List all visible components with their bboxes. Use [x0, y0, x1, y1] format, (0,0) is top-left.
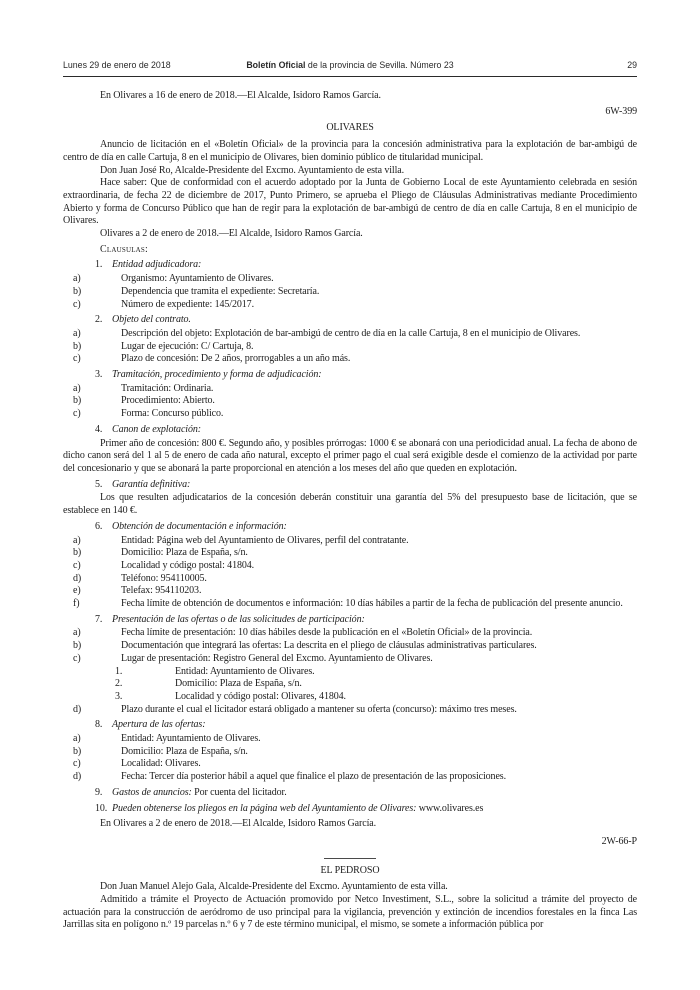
- clause-number: 6.: [95, 520, 103, 532]
- section-title-olivares: OLIVARES: [326, 122, 374, 134]
- clause-item: [63, 273, 637, 286]
- clause-title: Presentación de las ofertas o de las solicitudes de participación:: [112, 613, 365, 625]
- item-text: Plazo durante el cual el licitador estará obligado a mantener su oferta (concurso): máximo tres meses.: [121, 703, 517, 715]
- clause-title: Entidad adjudicadora:: [112, 259, 202, 271]
- item-text: Fecha: Tercer día posterior hábil a aquel que finalice el plazo de presentación de las proposiciones.: [121, 771, 506, 783]
- subitem-text: Domicilio: Plaza de España, s/n.: [175, 678, 302, 690]
- clause-item: [63, 286, 637, 299]
- clause-subitem: [63, 678, 637, 691]
- item-label: a): [73, 327, 81, 339]
- clauses-label: Clausulas:: [100, 243, 149, 255]
- clause-item: [63, 395, 637, 408]
- section-title-pedroso: EL PEDROSO: [320, 864, 380, 876]
- item-text: Telefax: 954110203.: [121, 585, 202, 597]
- item-label: b): [73, 745, 82, 757]
- item-text: Plazo de concesión: De 2 años, prorrogables a un año más.: [121, 353, 351, 365]
- clause-number: 7.: [95, 613, 103, 625]
- item-label: b): [73, 640, 82, 652]
- item-label: b): [73, 340, 82, 352]
- item-text: Procedimiento: Abierto.: [121, 395, 215, 407]
- clause-heading: [63, 521, 637, 534]
- clause-title: Apertura de las ofertas:: [112, 719, 206, 731]
- clause-heading: [63, 719, 637, 732]
- clause-inline-text: Por cuenta del licitador.: [191, 786, 287, 798]
- header-bulletin-title: [220, 60, 481, 70]
- clause-number: 5.: [95, 478, 103, 490]
- clause-item: [63, 627, 637, 640]
- section-divider: [324, 858, 376, 859]
- clause-item: [63, 547, 637, 560]
- clause-subitem: [63, 666, 637, 679]
- bulletin-subtitle: de la provincia de Sevilla. Número 23: [305, 60, 454, 70]
- clause-item: [63, 733, 637, 746]
- clause-title: Pueden obtenerse los pliegos en la página web del Ayuntamiento de Olivares:: [112, 802, 417, 814]
- item-text: Documentación que integrará las ofertas: La descrita en el pliego de cláusulas administrativas particulares.: [121, 640, 537, 652]
- item-text: Domicilio: Plaza de España, s/n.: [121, 547, 248, 559]
- item-text: Fecha límite de presentación: 10 días hábiles desde la publicación en el «Boletín Oficial» de la provincia.: [121, 627, 533, 639]
- clause-paragraph: Los que resulten adjudicatarios de la concesión deberán constituir una garantía del 5% del presupuesto base de licitación, que se establece en 140 €.: [63, 492, 637, 517]
- subitem-label: 1.: [115, 665, 123, 677]
- pedroso-paragraph: Admitido a trámite el Proyecto de Actuación promovido por Netco Investiment, S.L., sobre la solicitud a trámite del proyecto de actuación para la construcción de aeródromo de uso principal para la vigilancia, prevención y extinción de incendios forestales en la finca Las Jarrillas sita en polígono n.º 19 parcelas n.º 6 y 7 de este término municipal, el mismo, se somete a información pública por: [63, 894, 637, 931]
- clause-heading: [63, 614, 637, 627]
- item-text: Teléfono: 954110005.: [121, 572, 207, 584]
- clause-number: 2.: [95, 314, 103, 326]
- subitem-text: Entidad: Ayuntamiento de Olivares.: [175, 665, 315, 677]
- clause-number: 3.: [95, 369, 103, 381]
- clause-heading: [63, 479, 637, 492]
- olivares-date-line: Olivares a 2 de enero de 2018.—El Alcalde, Isidoro Ramos García.: [100, 228, 363, 240]
- item-label: a): [73, 273, 81, 285]
- clauses-list: [63, 259, 637, 815]
- item-label: d): [73, 771, 82, 783]
- item-label: a): [73, 382, 81, 394]
- item-text: Localidad y código postal: 41804.: [121, 559, 255, 571]
- clause-item: [63, 746, 637, 759]
- item-text: Número de expediente: 145/2017.: [121, 298, 254, 310]
- item-label: c): [73, 559, 81, 571]
- clause-item: [63, 653, 637, 666]
- item-label: a): [73, 627, 81, 639]
- item-label: d): [73, 703, 82, 715]
- item-text: Lugar de ejecución: C/ Cartuja, 8.: [121, 340, 254, 352]
- clause-item: [63, 328, 637, 341]
- item-text: Localidad: Olivares.: [121, 758, 201, 770]
- clause-subitem: [63, 691, 637, 704]
- clause-heading: [63, 259, 637, 272]
- clause-item: [63, 598, 637, 611]
- clause-item: [63, 299, 637, 312]
- item-text: Entidad: Ayuntamiento de Olivares.: [121, 733, 261, 745]
- item-label: c): [73, 353, 81, 365]
- olivares-hace-saber-paragraph: Hace saber: Que de conformidad con el acuerdo adoptado por la Junta de Gobierno Local de este Ayuntamiento celebrada en sesión extraordinaria, de fecha 22 de diciembre de 2017, Punto Primero, se aprueba el Pliego de Cláusulas Administrativas mediante Procedimiento Abierto y forma de Concurso Público que han de regir para la explotación de bar-ambigú de centro de día en calle Cartuja, 8 en el municipio de Olivares.: [63, 177, 637, 227]
- clause-paragraph: Primer año de concesión: 800 €. Segundo año, y posibles prórrogas: 1000 € se abonará con una periodicidad anual. La fecha de abono de dicho canon será del 1 al 5 de enero de cada año natural, excepto el primer pago el cual será exigible desde el comienzo de la actividad por parte del concesionario y que se abonará la parte proporcional en atención a los meses del año que queden en explotación.: [63, 437, 637, 474]
- clause-item: [63, 704, 637, 717]
- item-label: c): [73, 408, 81, 420]
- item-text: Domicilio: Plaza de España, s/n.: [121, 745, 248, 757]
- item-label: a): [73, 534, 81, 546]
- item-label: b): [73, 285, 82, 297]
- olivares-closing-signature: En Olivares a 2 de enero de 2018.—El Alcalde, Isidoro Ramos García.: [100, 818, 376, 830]
- clause-title: Canon de explotación:: [112, 423, 201, 435]
- clause-item: [63, 758, 637, 771]
- clause-item: [63, 353, 637, 366]
- item-label: a): [73, 733, 81, 745]
- item-label: c): [73, 298, 81, 310]
- clause-item: [63, 560, 637, 573]
- item-label: b): [73, 395, 82, 407]
- clause-heading: [63, 424, 637, 437]
- subitem-text: Localidad y código postal: Olivares, 41804.: [175, 690, 346, 702]
- clause-item: [63, 535, 637, 548]
- clause-heading: [63, 787, 637, 800]
- reference-code-2: 2W-66-P: [601, 835, 637, 847]
- clause-number: 1.: [95, 259, 103, 271]
- header-page-number: 29: [627, 60, 637, 70]
- clause-title: Gastos de anuncios:: [112, 786, 192, 798]
- clause-heading: [63, 314, 637, 327]
- item-text: Tramitación: Ordinaria.: [121, 382, 214, 394]
- item-text: Organismo: Ayuntamiento de Olivares.: [121, 273, 274, 285]
- item-text: Dependencia que tramita el expediente: Secretaría.: [121, 285, 320, 297]
- item-text: Forma: Concurso público.: [121, 408, 224, 420]
- subitem-label: 2.: [115, 678, 123, 690]
- item-text: Entidad: Página web del Ayuntamiento de Olivares, perfil del contratante.: [121, 534, 409, 546]
- item-text: Descripción del objeto: Explotación de bar-ambigú de centro de día en la calle Cartuja, 8 en el municipio de Olivares.: [121, 327, 581, 339]
- bulletin-name: Boletín Oficial: [246, 60, 306, 70]
- clause-number: 10.: [95, 802, 108, 814]
- header-date: Lunes 29 de enero de 2018: [63, 60, 171, 70]
- clause-item: [63, 383, 637, 396]
- clause-heading: [63, 369, 637, 382]
- olivares-mayor-line: Don Juan José Ro, Alcalde-Presidente del Excmo. Ayuntamiento de esta villa.: [100, 164, 405, 176]
- clause-title: Tramitación, procedimiento y forma de adjudicación:: [112, 369, 322, 381]
- clause-item: [63, 341, 637, 354]
- olivares-intro-paragraph: Anuncio de licitación en el «Boletín Oficial» de la provincia para la concesión administrativa para la explotación de bar-ambigú de centro de día en calle Cartuja, 8 en el municipio de Olivares, bien dominio público de titularidad municipal.: [63, 139, 637, 163]
- item-text: Lugar de presentación: Registro General del Excmo. Ayuntamiento de Olivares.: [121, 652, 433, 664]
- page-content: [63, 90, 637, 932]
- clause-item: [63, 585, 637, 598]
- clause-item: [63, 573, 637, 586]
- clause-title: Garantía definitiva:: [112, 478, 191, 490]
- clause-title: Objeto del contrato.: [112, 314, 191, 326]
- clause-heading: [63, 803, 637, 816]
- item-label: e): [73, 585, 81, 597]
- clause-item: [63, 408, 637, 421]
- clause-number: 9.: [95, 786, 103, 798]
- clause-title: Obtención de documentación e información:: [112, 520, 287, 532]
- clause-number: 4.: [95, 423, 103, 435]
- clause-item: [63, 771, 637, 784]
- item-text: Fecha límite de obtención de documentos e información: 10 días hábiles a partir de la fecha de publicación del presente anuncio.: [121, 598, 623, 610]
- subitem-label: 3.: [115, 690, 123, 702]
- clause-item: [63, 640, 637, 653]
- item-label: d): [73, 572, 82, 584]
- page-header: [63, 60, 637, 77]
- item-label: c): [73, 758, 81, 770]
- pedroso-mayor-line: Don Juan Manuel Alejo Gala, Alcalde-Presidente del Excmo. Ayuntamiento de esta villa.: [100, 881, 448, 893]
- item-label: f): [73, 598, 80, 610]
- clause-number: 8.: [95, 719, 103, 731]
- previous-announcement-signature: En Olivares a 16 de enero de 2018.—El Alcalde, Isidoro Ramos García.: [100, 90, 381, 101]
- clause-inline-text: www.olivares.es: [416, 802, 484, 814]
- item-label: b): [73, 547, 82, 559]
- item-label: c): [73, 652, 81, 664]
- reference-code: 6W-399: [605, 105, 637, 117]
